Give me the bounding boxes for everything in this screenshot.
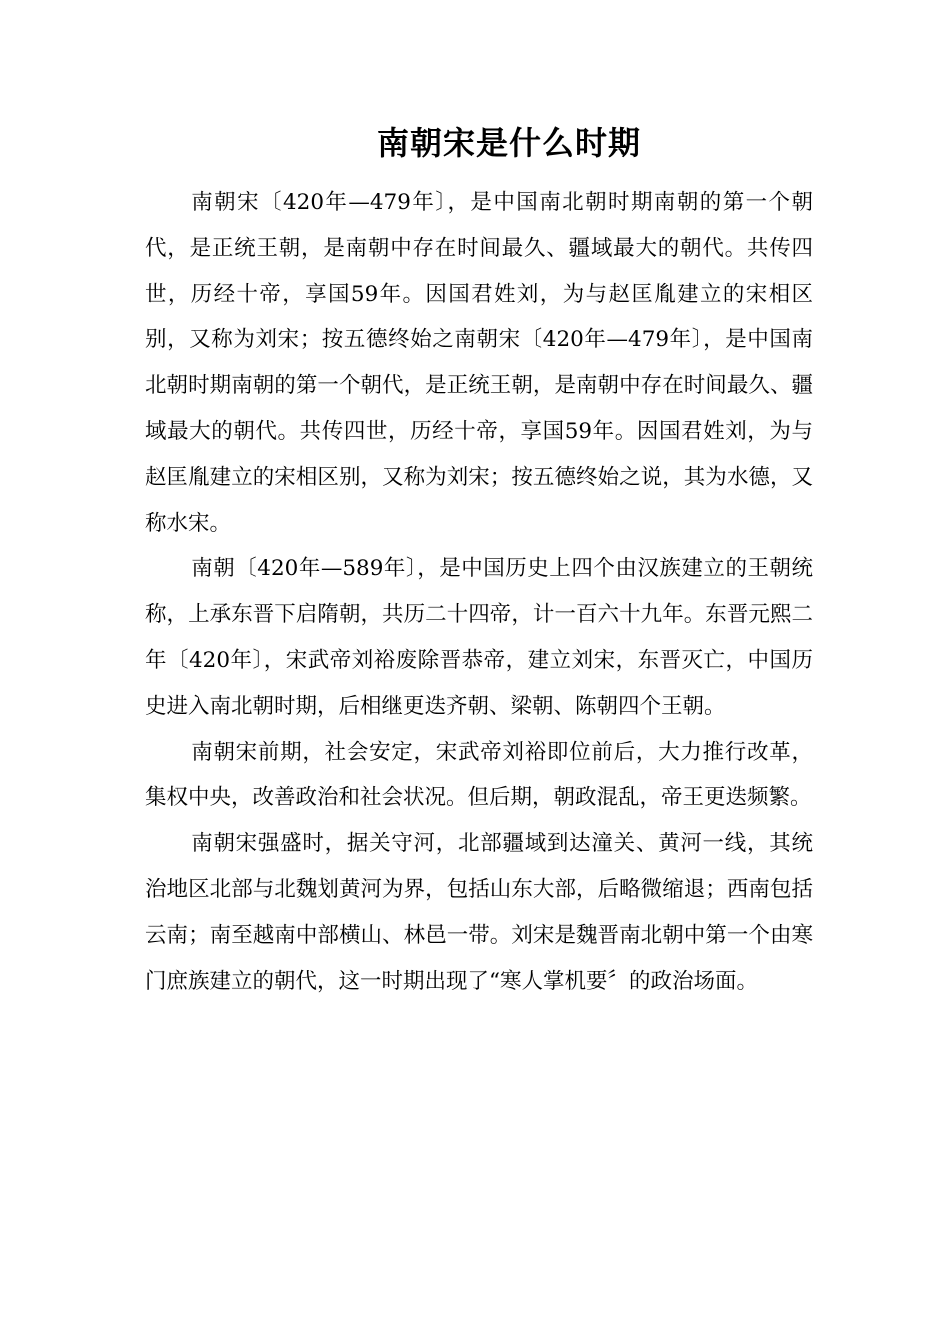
paragraph-4: 南朝宋强盛时，据关守河，北部疆域到达潼关、黄河一线，其统治地区北部与北魏划黄河为界，包括山东大部，后略微缩退；西南包括云南；南至越南中部横山、林邑一带。刘宋是魏晋南北朝中第一个由寒门庶族建立的朝代，这一时期出现了“寒人掌机要〞的政治场面。 — [145, 831, 813, 994]
paragraph-2: 南朝〔420年—589年〕，是中国历史上四个由汉族建立的王朝统称，上承东晋下启隋朝，共历二十四帝，计一百六十九年。东晋元熙二年〔420年〕，宋武帝刘裕废除晋恭帝，建立刘宋，东晋灭亡，中国历史进入南北朝时期，后相继更迭齐朝、梁朝、陈朝四个王朝。 — [145, 556, 813, 719]
paragraph-3: 南朝宋前期，社会安定，宋武帝刘裕即位前后，大力推行改革，集权中央，改善政治和社会状况。但后期，朝政混乱，帝王更迭频繁。 — [145, 739, 813, 811]
document-body — [145, 180, 813, 1004]
paragraph-1: 南朝宋〔420年—479年〕，是中国南北朝时期南朝的第一个朝代，是正统王朝，是南朝中存在时间最久、疆域最大的朝代。共传四世，历经十帝，享国59年。因国君姓刘，为与赵匡胤建立的宋相区别，又称为刘宋；按五德终始之南朝宋〔420年—479年〕，是中国南北朝时期南朝的第一个朝代，是正统王朝，是南朝中存在时间最久、疆域最大的朝代。共传四世，历经十帝，享国59年。因国君姓刘，为与赵匡胤建立的宋相区别，又称为刘宋；按五德终始之说，其为水德，又称水宋。 — [145, 190, 813, 536]
document-title: 南朝宋是什么时期 — [376, 124, 641, 162]
